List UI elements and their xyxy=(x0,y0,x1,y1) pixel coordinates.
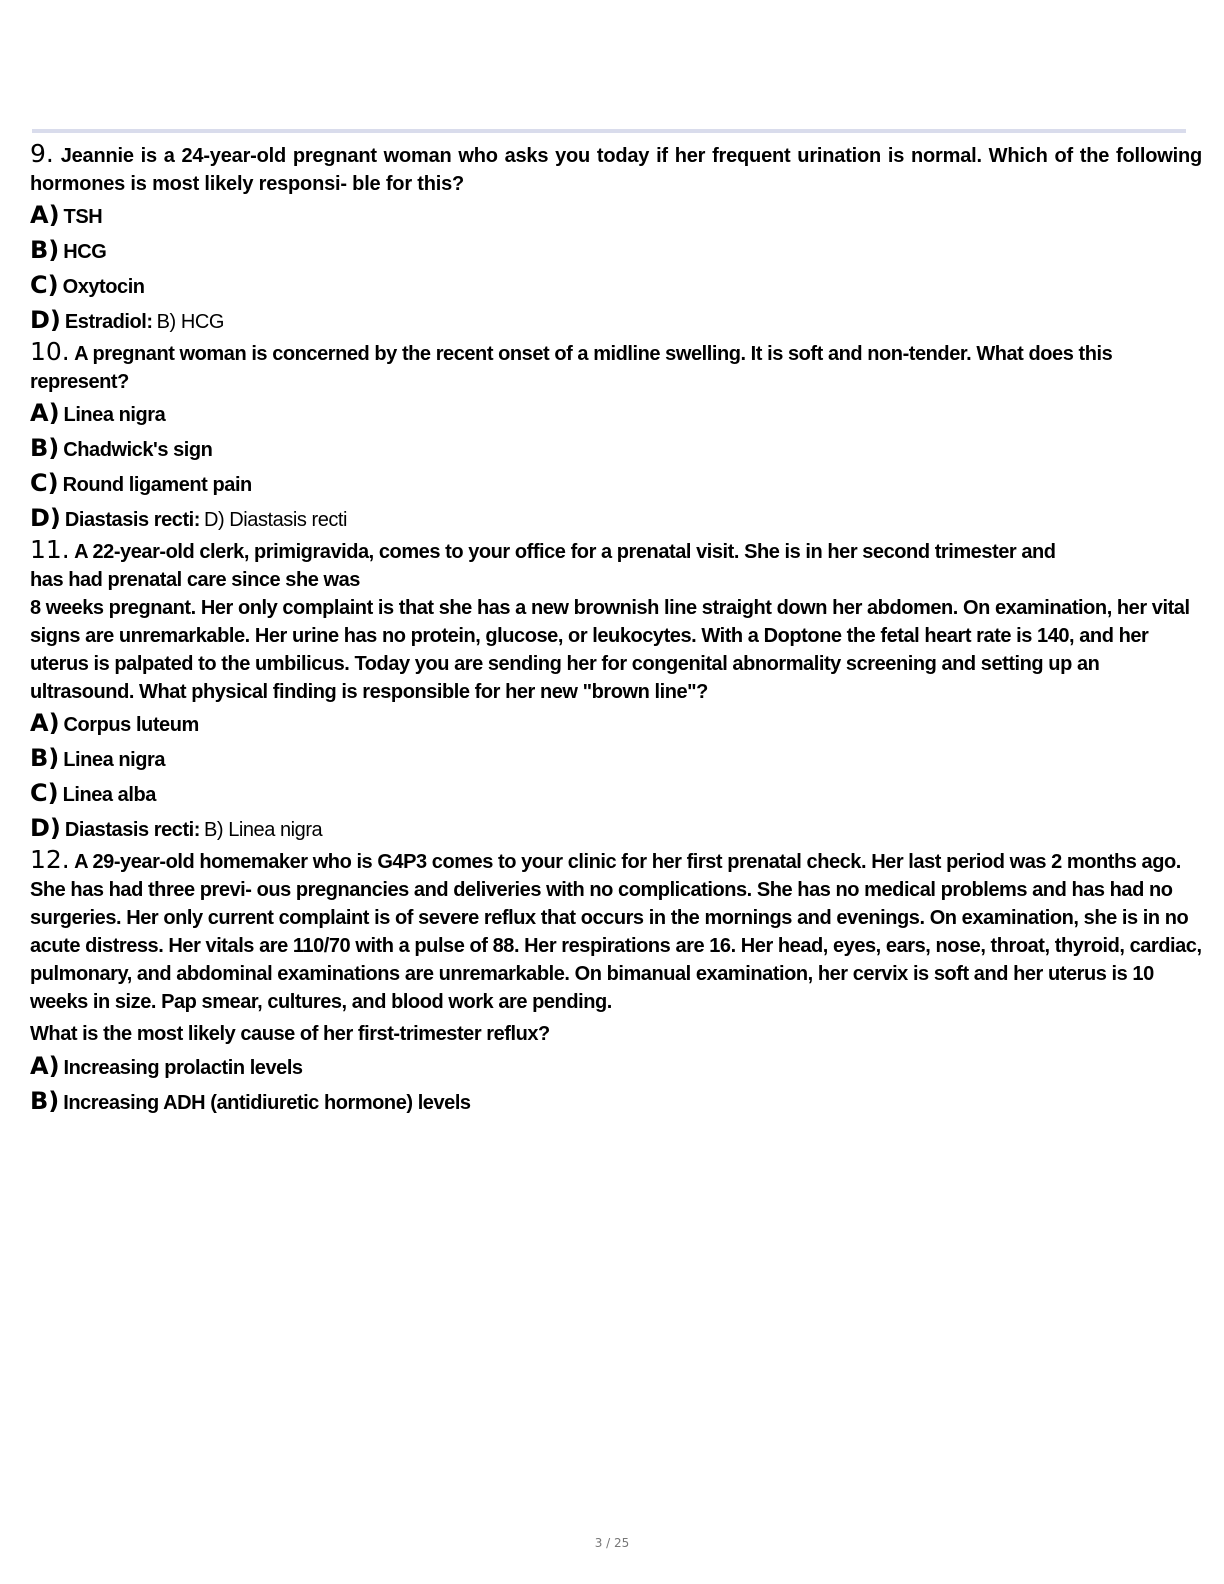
answer-option-a xyxy=(30,706,1202,741)
question-stem-line-1 xyxy=(30,536,1202,566)
question-stem: A 29-year-old homemaker who is G4P3 comes to your clinic for her first prenatal check. Her last period was 2 months ago. She has had three previ- ous pregnancies and deliveries with no complications. She has no medical problems and has had no surgeries. Her only current complaint is of severe reflux that occurs in the mornings and evenings. On examination, she is in no acute distress. Her vitals are 110/70 with a pulse of 88. Her respirations are 16. Her head, eyes, ears, nose, throat, thyroid, cardiac, pulmonary, and abdominal examinations are unremarkable. On bimanual examination, her cervix is soft and her uterus is 10 weeks in size. Pap smear, cultures, and blood work are pending. xyxy=(30,851,1202,1013)
question-text xyxy=(30,846,1202,1016)
question-number: 12. xyxy=(30,845,70,874)
question-stem: Jeannie is a 24-year-old pregnant woman who asks you today if her frequent urination is normal. Which of the following hormones is most likely responsi- ble for this? xyxy=(30,145,1202,195)
question-12 xyxy=(30,846,1202,1119)
question-prompt: What is the most likely cause of her first-trimester reflux? xyxy=(30,1023,550,1045)
option-text: Chadwick's sign xyxy=(63,439,213,461)
answer-option-b xyxy=(30,1084,1202,1119)
option-text: Corpus luteum xyxy=(63,714,199,736)
option-text: TSH xyxy=(63,206,103,228)
option-letter: A) xyxy=(30,201,60,229)
question-number: 11. xyxy=(30,535,70,564)
question-stem: A pregnant woman is concerned by the recent onset of a midline swelling. It is soft and non-tender. What does this represent? xyxy=(30,343,1113,393)
answer-option-d xyxy=(30,303,1202,338)
option-letter: B) xyxy=(30,434,60,462)
answer-option-c xyxy=(30,776,1202,811)
option-letter: D) xyxy=(30,814,61,842)
option-letter: A) xyxy=(30,1052,60,1080)
option-text: Increasing ADH (antidiuretic hormone) levels xyxy=(63,1092,471,1114)
option-text: Linea nigra xyxy=(63,749,166,771)
answer-option-c xyxy=(30,268,1202,303)
option-letter: B) xyxy=(30,236,60,264)
question-text xyxy=(30,140,1202,198)
option-letter: C) xyxy=(30,779,59,807)
question-10 xyxy=(30,338,1202,536)
question-text xyxy=(30,338,1202,396)
option-text: Linea nigra xyxy=(63,404,166,426)
question-stem-line-3: 8 weeks pregnant. Her only complaint is that she has a new brownish line straight down her abdomen. On examination, her vital signs are unremarkable. Her urine has no protein, glucose, or leukocytes. With a Doptone the fetal heart rate is 140, and her uterus is palpated to the umbilicus. Today you are sending her for congenital abnormality screening and setting up an ultrasound. What physical finding is responsible for her new "brown line"? xyxy=(30,597,1190,703)
answer-option-a xyxy=(30,198,1202,233)
answer-option-a xyxy=(30,396,1202,431)
answer-option-d xyxy=(30,501,1202,536)
answer-option-c xyxy=(30,466,1202,501)
question-stem-line-2: has had prenatal care since she was xyxy=(30,569,360,591)
option-text: Increasing prolactin levels xyxy=(63,1057,303,1079)
option-letter: B) xyxy=(30,744,60,772)
page-number: 3 / 25 xyxy=(594,1536,630,1550)
answer-option-b xyxy=(30,431,1202,466)
question-text xyxy=(30,536,1202,706)
option-letter: A) xyxy=(30,399,60,427)
question-number: 10. xyxy=(30,337,70,366)
correct-answer: D) Diastasis recti xyxy=(204,509,348,531)
option-letter: B) xyxy=(30,1087,60,1115)
option-text: Oxytocin xyxy=(62,276,145,298)
correct-answer: B) Linea nigra xyxy=(204,819,323,841)
answer-option-a xyxy=(30,1049,1202,1084)
page-content xyxy=(30,140,1202,1119)
option-letter: D) xyxy=(30,504,61,532)
answer-option-b xyxy=(30,741,1202,776)
option-letter: D) xyxy=(30,306,61,334)
option-text: Estradiol: xyxy=(64,311,153,333)
question-9 xyxy=(30,140,1202,338)
correct-answer: B) HCG xyxy=(156,311,224,333)
question-number: 9. xyxy=(30,139,54,168)
option-text: Round ligament pain xyxy=(62,474,252,496)
top-divider xyxy=(32,129,1186,133)
option-text: HCG xyxy=(63,241,107,263)
option-letter: C) xyxy=(30,271,59,299)
option-letter: A) xyxy=(30,709,60,737)
option-text: Linea alba xyxy=(62,784,156,806)
option-letter: C) xyxy=(30,469,59,497)
option-text: Diastasis recti: xyxy=(64,819,200,841)
question-11 xyxy=(30,536,1202,846)
question-stem-part-1: A 22-year-old clerk, primigravida, comes to your office for a prenatal visit. She is in her second trimester and xyxy=(74,541,1056,563)
answer-option-b xyxy=(30,233,1202,268)
answer-option-d xyxy=(30,811,1202,846)
option-text: Diastasis recti: xyxy=(64,509,200,531)
